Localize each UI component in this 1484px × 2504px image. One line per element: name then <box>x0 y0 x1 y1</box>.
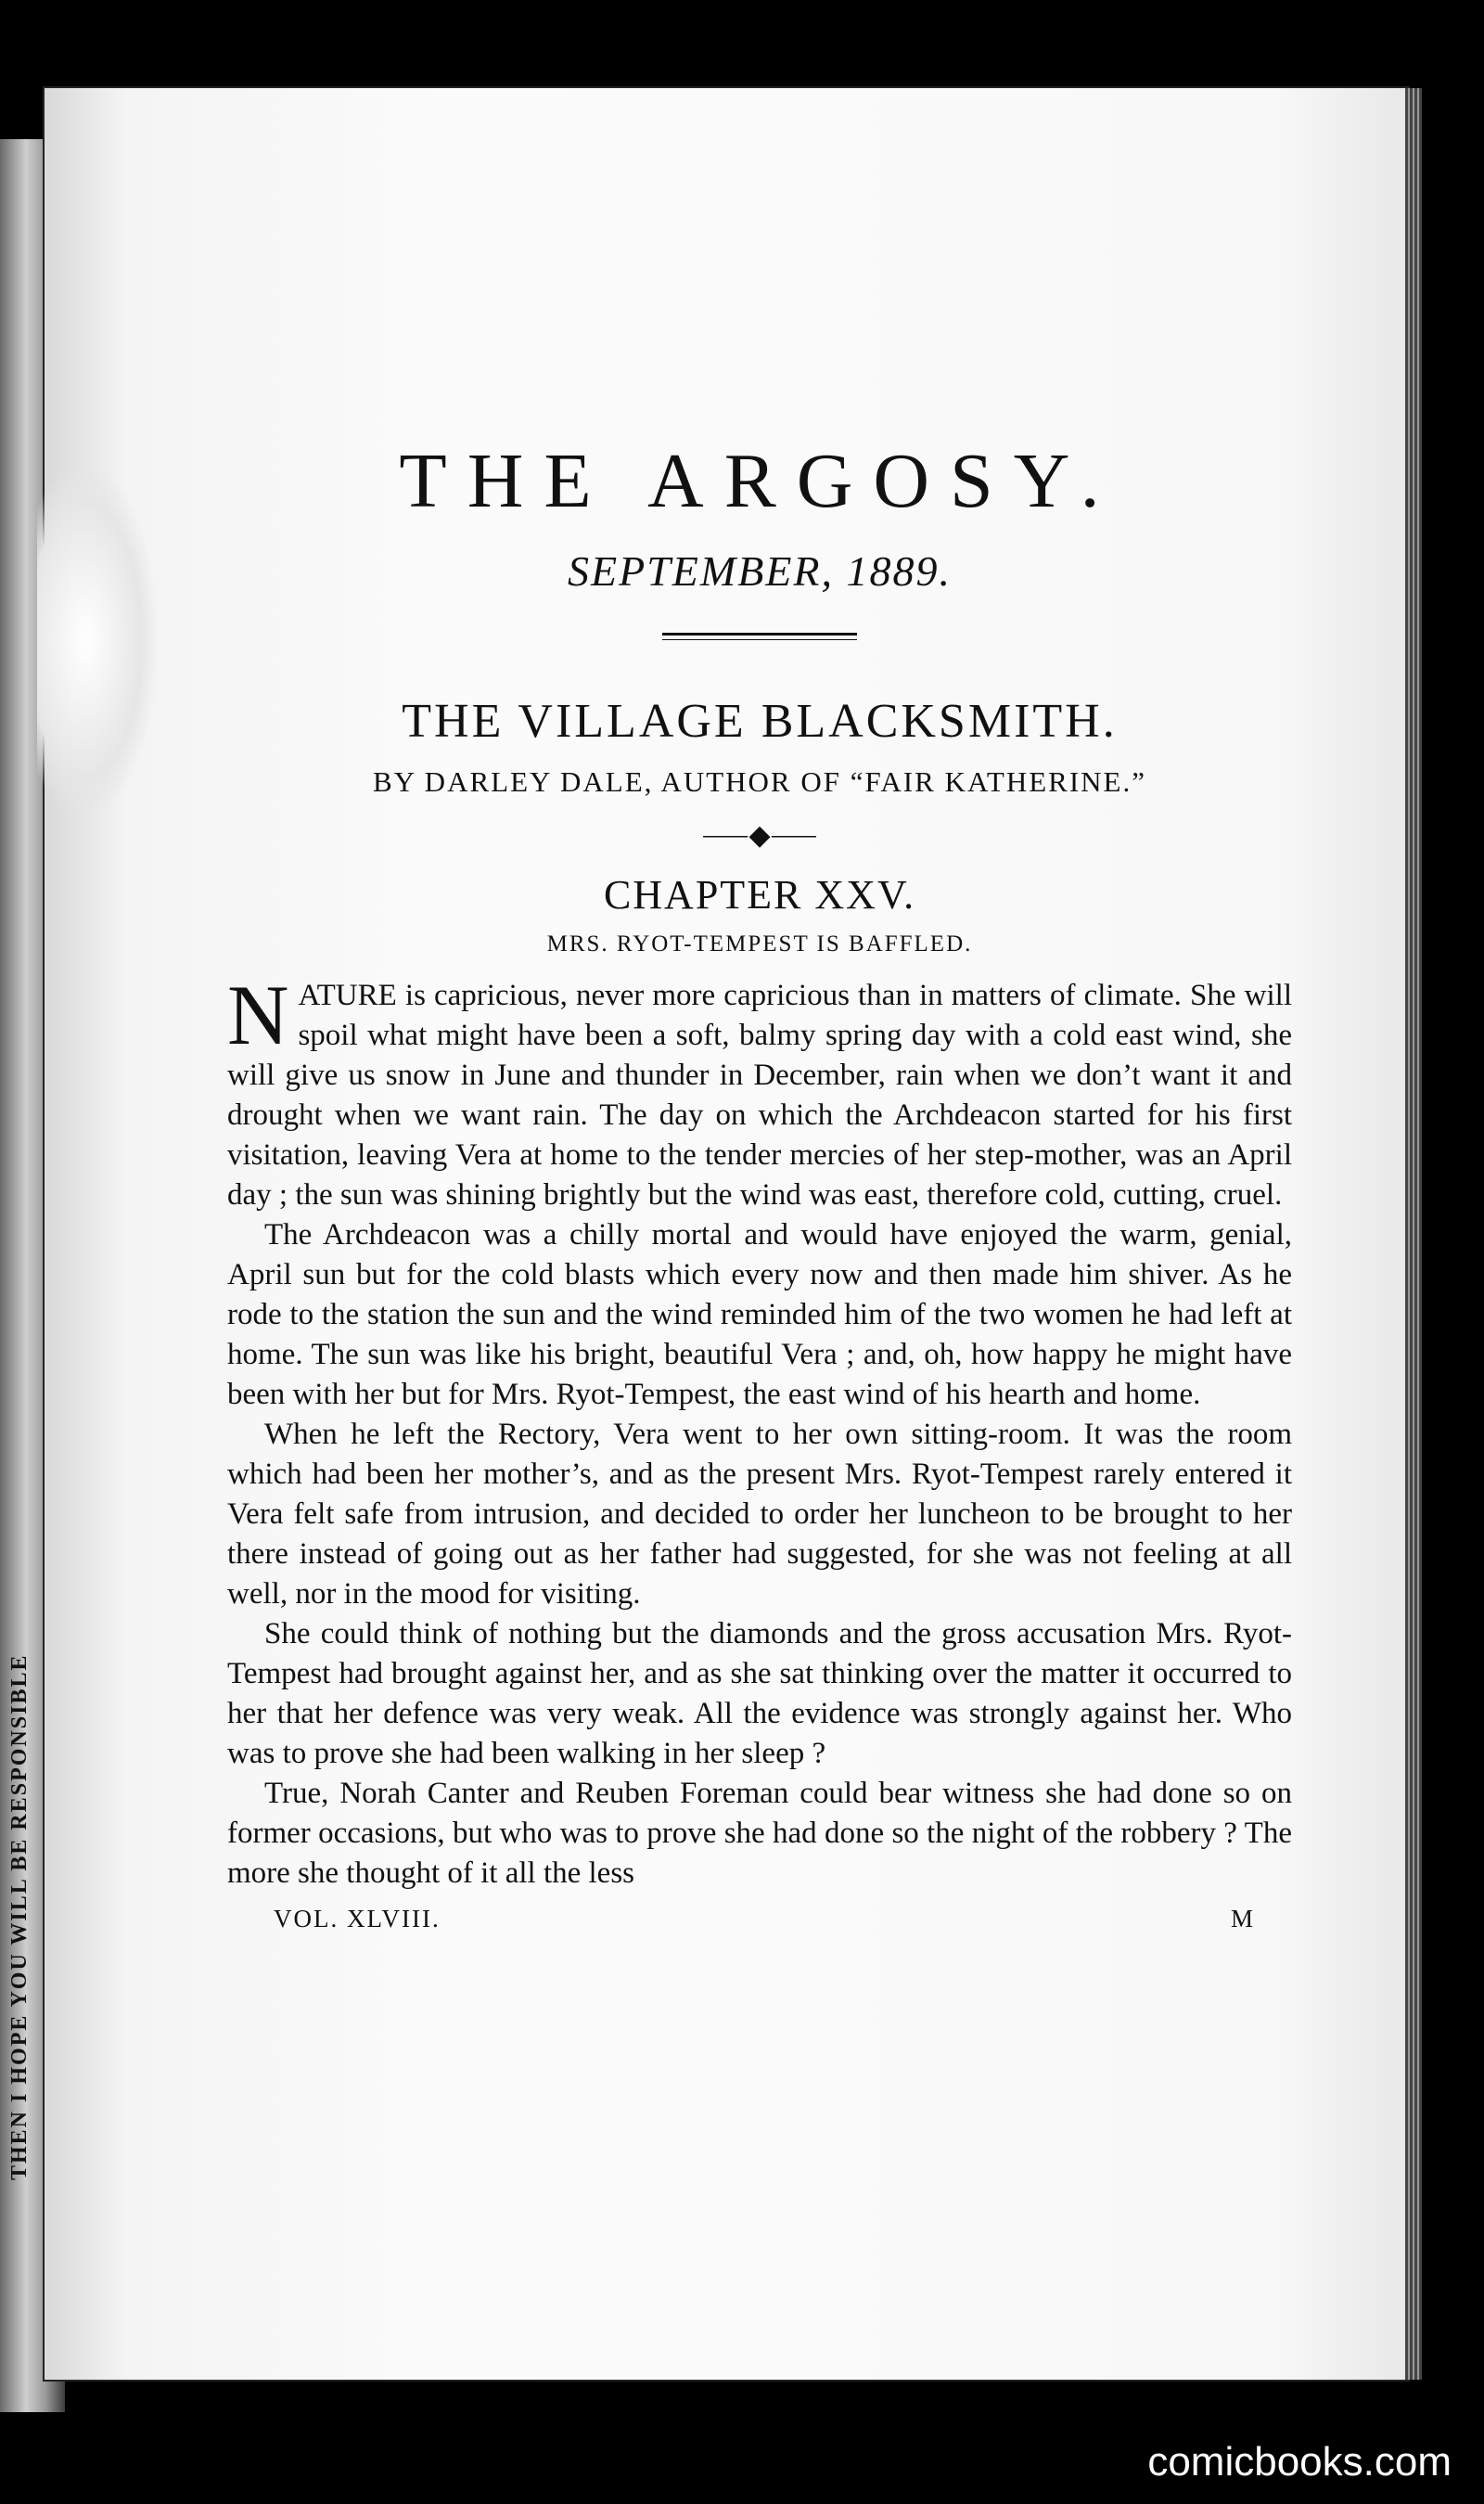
paragraph-3: When he left the Rectory, Vera went to her own sitting-room. It was the room which had been her mother’s, and as the present Mrs. Ryot-Tempest rarely entered it Vera felt safe from intrusion, and decided to order her luncheon to be brought to her there instead of going out as her father had suggested, for she was not feeling at all well, nor in the mood for visiting. <box>227 1418 1292 1611</box>
story-title: THE VILLAGE BLACKSMITH. <box>402 695 1118 748</box>
magazine-title: THE ARGOSY. <box>399 438 1120 524</box>
signature-mark: M <box>1230 1905 1255 1933</box>
page-edge <box>1405 88 1422 2380</box>
title-rule <box>662 633 857 640</box>
paragraph-5: True, Norah Canter and Reuben Foreman could bear witness she had done so on former occasions, but who was to prove she had done so the night of the robbery ? The more she thought of it all the less <box>227 1777 1292 1890</box>
chapter-subtitle: MRS. RYOT-TEMPEST IS BAFFLED. <box>546 931 973 957</box>
watermark: comicbooks.com <box>1147 2439 1452 2485</box>
issue-date: SEPTEMBER, 1889. <box>568 547 952 595</box>
drop-cap: N <box>227 968 289 1062</box>
paragraph-2: The Archdeacon was a chilly mortal and would have enjoyed the warm, genial, April sun but for the cold blasts which every now and then made him shiver. As he rode to the station the sun and the wind reminded him of the two women he had left at home. The sun was like his bright, beautiful Vera ; and, oh, how happy he might have been with her but for Mrs. Ryot-Tempest, the east wind of his hearth and home. <box>227 1218 1292 1411</box>
paragraph-4: She could think of nothing but the diamonds and the gross accusation Mrs. Ryot-Tempest had brought against her, and as she sat thinking over the matter it occurred to her that her defence was very weak. All the evidence was strongly against her. Who was to prove she had been walking in her sleep ? <box>227 1617 1292 1770</box>
torn-paper-edge <box>37 464 158 816</box>
ornament-divider: ⸺◆⸺ <box>701 820 818 851</box>
paragraph-1 <box>227 968 1292 1215</box>
paragraph-1-text: ATURE is capricious, never more capricious than in matters of climate. She will spoil what might have been a soft, balmy spring day with a cold east wind, she will give us snow in June and thunder in December, rain when we don’t want it and drought when we want rain. The day on which the Archdeacon started for his first visitation, leaving Vera at home to the tender mercies of her step-mother, was an April day ; the sun was shining brightly but the wind was east, therefore cold, cutting, cruel. <box>227 979 1292 1212</box>
chapter-heading: CHAPTER XXV. <box>603 872 916 918</box>
page-footer <box>227 1905 1292 1933</box>
volume-label: VOL. XLVIII. <box>274 1905 441 1933</box>
article-body <box>227 968 1292 1894</box>
page-content <box>227 436 1292 1933</box>
spine-text: THEN I HOPE YOU WILL BE RESPONSIBLE <box>7 1653 32 2180</box>
story-byline: BY DARLEY DALE, AUTHOR OF “FAIR KATHERINE.” <box>373 765 1146 798</box>
